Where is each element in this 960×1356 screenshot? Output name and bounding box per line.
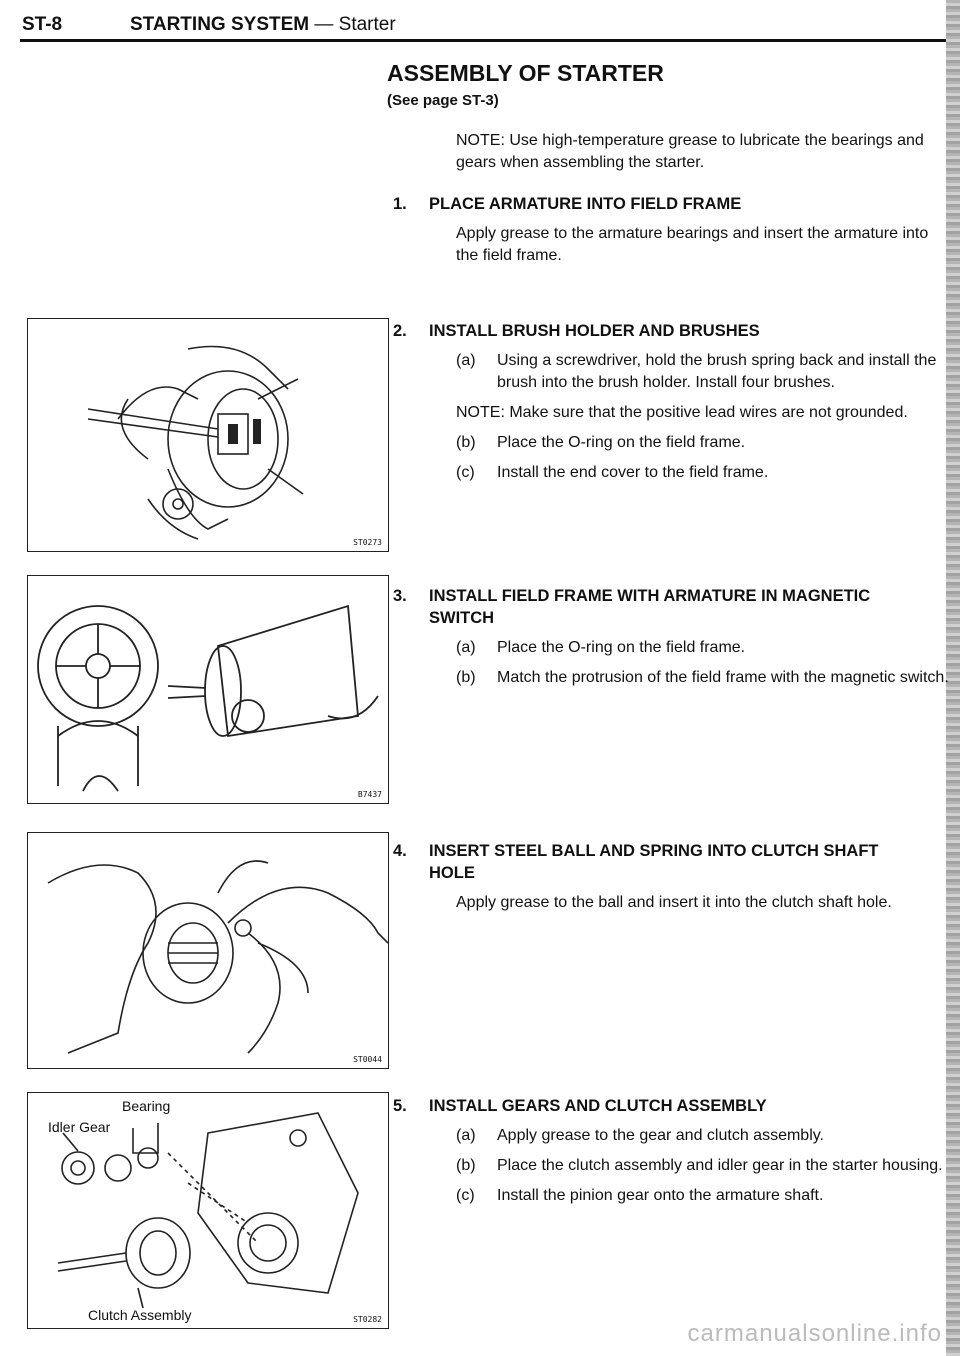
- figure-field-frame: [27, 575, 389, 804]
- header-title-bold: STARTING SYSTEM: [130, 14, 310, 35]
- section-subtitle: (See page ST-3): [387, 92, 499, 109]
- substep: [387, 637, 952, 659]
- step-heading: [387, 840, 952, 884]
- step-2: [387, 320, 952, 484]
- step-heading: [387, 585, 952, 629]
- step-title: PLACE ARMATURE INTO FIELD FRAME: [429, 195, 742, 213]
- substep-label: (c): [456, 464, 475, 481]
- substep-text: Using a screwdriver, hold the brush spring back and install the brush into the brush holder. Install four brushes.: [497, 352, 937, 391]
- step-number: 5.: [393, 1097, 407, 1115]
- header-title-rest: — Starter: [309, 14, 396, 35]
- step-5: [387, 1095, 952, 1207]
- substep: [387, 1125, 952, 1147]
- step-title: INSERT STEEL BALL AND SPRING INTO CLUTCH SHAFT HOLE: [429, 842, 879, 882]
- substep-label: (b): [456, 669, 476, 686]
- label-bearing: Bearing: [122, 1098, 171, 1114]
- substep-text: Place the O-ring on the field frame.: [497, 639, 746, 656]
- substep-text: Place the O-ring on the field frame.: [497, 434, 746, 451]
- page-header: [0, 0, 960, 44]
- watermark: carmanualsonline.info: [687, 1320, 942, 1347]
- substep-label: (a): [456, 1127, 476, 1144]
- step-title: INSTALL BRUSH HOLDER AND BRUSHES: [429, 322, 760, 340]
- substep-label: (b): [456, 1157, 476, 1174]
- label-idler-gear: Idler Gear: [48, 1119, 111, 1135]
- step-text: Apply grease to the armature bearings and insert the armature into the field frame.: [456, 225, 929, 264]
- substep-label: (a): [456, 639, 476, 656]
- step-title: INSTALL FIELD FRAME WITH ARMATURE IN MAGNETIC SWITCH: [429, 587, 871, 627]
- figure-brush-holder: [27, 318, 389, 552]
- page-number: ST-8: [22, 14, 63, 35]
- header-title: [130, 14, 396, 36]
- substep: [387, 462, 952, 484]
- figure-code: ST0282: [353, 1315, 382, 1324]
- substep-text: Match the protrusion of the field frame with the magnetic switch.: [497, 669, 949, 686]
- steel-ball-illustration: [28, 833, 388, 1068]
- section-title: ASSEMBLY OF STARTER: [387, 60, 664, 86]
- header-rule: [20, 39, 946, 42]
- substep: [387, 667, 952, 689]
- substep-text: Place the clutch assembly and idler gear in the starter housing.: [497, 1157, 943, 1174]
- step-number: 4.: [393, 842, 407, 860]
- step-note: NOTE: Make sure that the positive lead wires are not grounded.: [456, 404, 908, 421]
- step-text: Apply grease to the ball and insert it into the clutch shaft hole.: [456, 894, 892, 911]
- substep: [387, 350, 952, 394]
- figure-gears-clutch: [27, 1092, 389, 1329]
- substep-text: Apply grease to the gear and clutch assembly.: [497, 1127, 824, 1144]
- step-number: 1.: [393, 195, 407, 213]
- substep: [387, 432, 952, 454]
- step-heading: [387, 1095, 952, 1117]
- step-heading: [387, 193, 952, 215]
- step-number: 2.: [393, 322, 407, 340]
- figure-code: B7437: [357, 790, 382, 799]
- step-heading: [387, 320, 952, 342]
- substep-text: Install the end cover to the field frame.: [497, 464, 769, 481]
- brush-holder-illustration: [28, 319, 388, 551]
- step-title: INSTALL GEARS AND CLUTCH ASSEMBLY: [429, 1097, 767, 1115]
- substep-label: (c): [456, 1187, 475, 1204]
- label-clutch-assembly: Clutch Assembly: [88, 1307, 192, 1323]
- substep-text: Install the pinion gear onto the armature shaft.: [497, 1187, 824, 1204]
- field-frame-illustration: [28, 576, 388, 803]
- figure-steel-ball: [27, 832, 389, 1069]
- note-grease: [387, 130, 952, 174]
- figure-code: ST0044: [353, 1055, 382, 1064]
- step-1: [387, 193, 952, 267]
- step-4: [387, 840, 952, 914]
- step-3: [387, 585, 952, 689]
- substep-label: (b): [456, 434, 476, 451]
- substep-label: (a): [456, 352, 476, 369]
- note-text: NOTE: Use high-temperature grease to lubricate the bearings and gears when assembling the starter.: [456, 132, 924, 171]
- step-number: 3.: [393, 587, 407, 605]
- substep: [387, 1155, 952, 1177]
- figure-code: ST0273: [353, 538, 382, 547]
- substep: [387, 1185, 952, 1207]
